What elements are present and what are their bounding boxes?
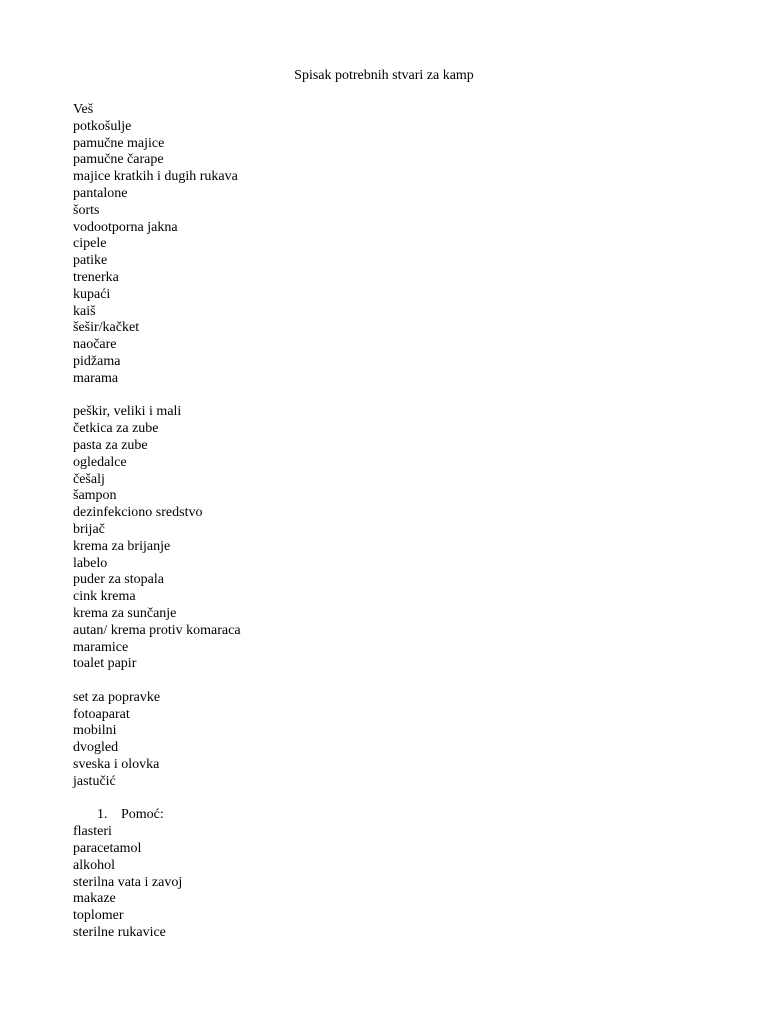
list-item: šešir/kačket <box>73 320 140 336</box>
list-item: mobilni <box>73 723 117 739</box>
first-aid-item: sterilna vata i zavoj <box>73 874 183 890</box>
document-title-text: Spisak potrebnih stvari za kamp <box>294 68 474 83</box>
list-item: sveska i olovka <box>73 757 160 773</box>
list-item: pamučne čarape <box>73 152 164 168</box>
list-item: pasta za zube <box>73 437 148 453</box>
list-item: šampon <box>73 488 117 504</box>
list-item: češalj <box>73 471 105 487</box>
list-item: dezinfekciono sredstvo <box>73 505 203 521</box>
list-item: patike <box>73 253 108 269</box>
list-item: kaiš <box>73 303 96 319</box>
list-item: toalet papir <box>73 656 137 672</box>
list-item: ogledalce <box>73 454 127 470</box>
list-item: pidžama <box>73 353 121 369</box>
first-aid-item: flasteri <box>73 824 112 840</box>
list-item: kupaći <box>73 286 111 302</box>
list-item: brijač <box>73 521 105 537</box>
list-item: trenerka <box>73 269 119 285</box>
list-item: marama <box>73 370 119 386</box>
list-item: naočare <box>73 337 117 353</box>
numbered-heading <box>73 807 713 824</box>
first-aid-item: paracetamol <box>73 841 142 857</box>
first-aid-item: alkohol <box>73 857 115 873</box>
list-item: fotoaparat <box>73 706 130 722</box>
item-list-section <box>73 404 713 673</box>
first-aid-item: toplomer <box>73 908 124 924</box>
section-gap <box>73 388 713 405</box>
first-aid-item: sterilne rukavice <box>73 925 166 941</box>
list-item: majice kratkih i dugih rukava <box>73 169 238 185</box>
list-item: puder za stopala <box>73 572 164 588</box>
list-item: set za popravke <box>73 689 161 705</box>
list-item: vodootporna jakna <box>73 219 178 235</box>
list-item: četkica za zube <box>73 421 159 437</box>
list-item: pantalone <box>73 185 128 201</box>
list-item: šorts <box>73 202 100 218</box>
list-item: Veš <box>73 102 94 117</box>
list-item: potkošulje <box>73 118 132 134</box>
list-item: peškir, veliki i mali <box>73 404 182 420</box>
document-title <box>0 67 768 85</box>
list-item: cink krema <box>73 589 136 605</box>
list-item: labelo <box>73 555 108 571</box>
first-aid-item: makaze <box>73 891 116 907</box>
list-item: krema za brijanje <box>73 538 171 554</box>
first-aid-list <box>73 824 713 942</box>
document-body <box>73 102 713 942</box>
list-item: maramice <box>73 639 129 655</box>
list-item: pamučne majice <box>73 135 165 151</box>
numbered-heading-number: 1. <box>97 807 108 823</box>
list-item: krema za sunčanje <box>73 605 177 621</box>
section-gap <box>73 673 713 690</box>
item-list-section <box>73 102 713 388</box>
numbered-heading-label: Pomoć: <box>121 807 164 823</box>
section-gap <box>73 791 713 808</box>
list-item: jastučić <box>73 773 116 789</box>
list-item: autan/ krema protiv komaraca <box>73 622 241 638</box>
list-item: cipele <box>73 236 107 252</box>
item-list-section <box>73 690 713 791</box>
list-item: dvogled <box>73 740 119 756</box>
item-sections <box>73 102 713 807</box>
